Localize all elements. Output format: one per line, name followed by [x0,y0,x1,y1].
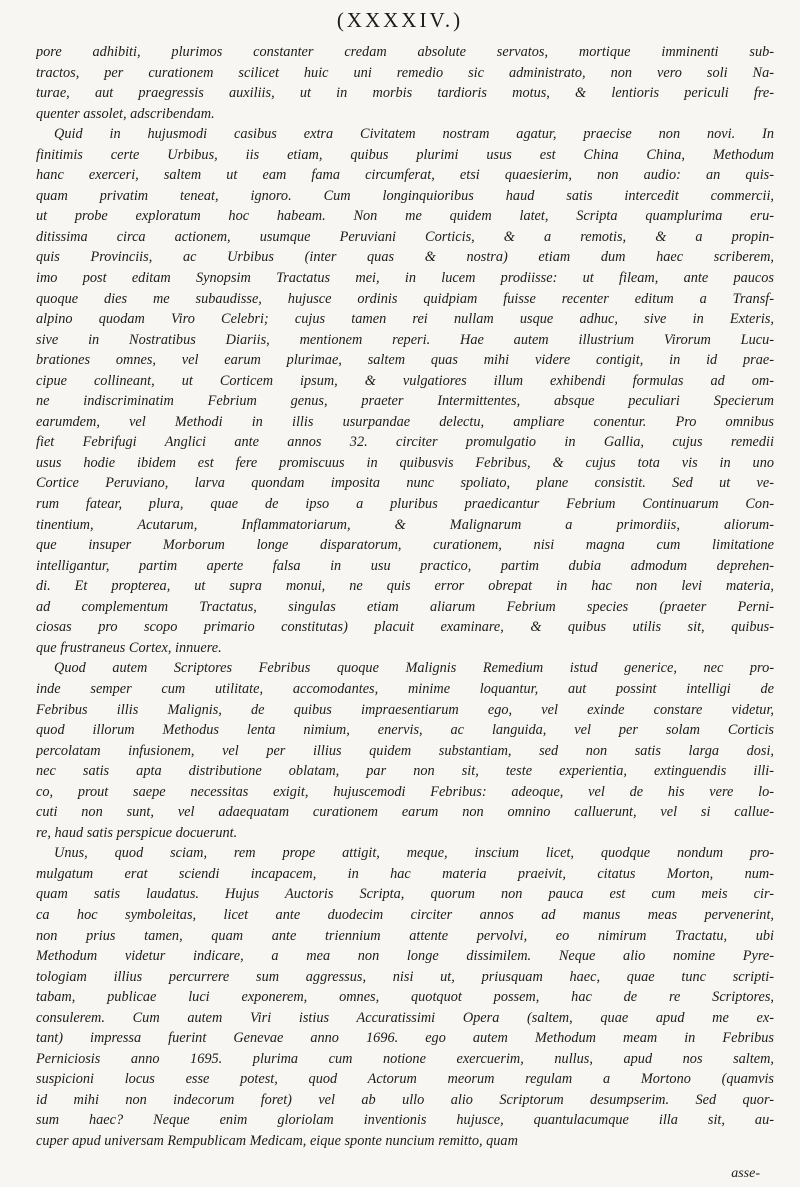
text-line: brationes omnes, vel earum plurimae, saltem quas mihi videre contigit, in id prae- [36,352,774,369]
text-line: suspicioni locus esse potest, quod Actorum meorum regulam a Mortono (quamvis [36,1071,774,1088]
text-line: ad complementum Tractatus, singulas etiam aliarum Febrium species (praeter Perni- [36,598,774,615]
catchword: asse- [731,1166,760,1181]
text-line: di. Et propterea, ut supra monui, ne quis error obrepat in hac non levi materia, [36,578,774,595]
text-line: Methodum videtur indicare, a mea non longe dissimilem. Neque alio nomine Pyre- [36,948,774,965]
text-line: Febribus illis Malignis, de quibus impraesentiarum ego, vel exinde constare videtur, [36,701,774,718]
text-line: ut probe exploratum hoc habeam. Non me quidem latet, Scripta quamplurima eru- [36,208,774,225]
text-line: fiet Febrifugi Anglici ante annos 32. circiter promulgatio in Gallia, cujus remedii [36,434,774,451]
text-line: sum haec? Neque enim gloriolam inventionis hujusce, quantulacumque illa sit, au- [36,1112,774,1129]
text-line: alpino quodam Viro Celebri; cujus tamen rei nullam usque adhuc, sive in Exteris, [36,311,774,328]
text-line: quam satis laudatus. Hujus Auctoris Scripta, quorum non pauca est cum meis cir- [36,886,774,903]
text-line: ciosas pro scopo primario constitutas) placuit examinare, & quibus utilis sit, quibus- [36,619,774,636]
text-line: cuti non sunt, vel adaequatam curationem earum non omnino calluerunt, vel si callue- [36,804,774,821]
text-line: turae, aut praegressis auxiliis, ut in morbis tardioris motus, & lentioris periculi fre- [36,85,774,102]
page-number-header: (XXXXIV.) [336,8,464,32]
text-line: finitimis certe Urbibus, iis etiam, quibus plurimi usus est China China, Methodum [36,146,774,163]
text-line: co, prout saepe necessitas exigit, hujuscemodi Febribus: adeoque, vel de his vere lo- [36,783,774,800]
text-line: re, haud satis perspicue docuerunt. [36,824,238,841]
text-line: quis Provinciis, ac Urbibus (inter quas & nostra) etiam dum haec scriberem, [36,249,774,266]
text-line: inde semper cum utilitate, accomodantes, minime loquantur, aut possint intelligi de [36,680,774,697]
text-line: rum fatear, plura, quae de ipso a pluribus praedicantur Febrium Continuarum Con- [36,496,774,513]
text-line: intelligantur, partim aperte falsa in usu practico, partim dubia admodum deprehen- [36,557,774,574]
text-line: imo post editam Synopsim Tractatus mei, in lucem prodiisse: ut fileam, ante paucos [36,270,774,287]
text-line: hanc exerceri, saltem ut eam fama circumferat, etsi quaesierim, non audio: an quis- [36,167,774,184]
text-line: usus hodie ibidem est fere promiscuus in quibusvis Febribus, & cujus tota vis in uno [36,454,774,471]
text-line: cipue collineant, ut Corticem ipsum, & vulgatiores illum exhibendi formulas ad om- [36,372,774,389]
text-line: Perniciosis anno 1695. plurima cum notione exercuerim, nullus, apud nos saltem, [36,1050,774,1067]
text-line: earumdem, vel Methodi in illis usurpandae delectu, ampliare conentur. Pro omnibus [36,413,774,430]
text-line: ca hoc symboleitas, licet ante duodecim circiter annos ad manus meas pervenerint, [36,906,774,923]
text-line: tologiam illius percurrere sum aggressus, nisi ut, priusquam haec, quae tunc scripti- [36,968,774,985]
text-line: que frustraneus Cortex, innuere. [36,639,222,656]
text-line: tractos, per curationem scilicet huic uni remedio sic administrato, non vero soli Na- [36,64,774,81]
text-line: id mihi non indecorum foret) vel ab ullo alio Scriptorum desumpserim. Sed quor- [36,1091,774,1108]
text-line: percolatam infusionem, vel per illius quidem substantiam, sed non satis larga dosi, [36,742,774,759]
text-line: sive in Nostratibus Diariis, mentionem reperi. Hae autem illustrium Virorum Lucu- [36,331,774,348]
text-line: quoque dies me subaudisse, hujusce ordinis quidpiam fuisse recenter editum a Transf- [36,290,774,307]
text-line: quod illorum Methodus lenta nimium, enervis, ac languida, vel per solam Corticis [36,722,774,739]
text-line: consulerem. Cum autem Viri istius Accuratissimi Opera (saltem, quae apud me ex- [36,1009,774,1026]
text-line: tinentium, Acutarum, Inflammatoriarum, & Malignarum a primordiis, aliorum- [36,516,774,533]
text-line: non prius tamen, quam ante triennium attente pervolvi, eo nimirum Tractatu, ubi [36,927,774,944]
text-line: ditissima circa actionem, usumque Peruviani Corticis, & a remotis, & a propin- [36,228,774,245]
text-line: quam privatim teneat, ignoro. Cum longinquioribus haud satis intercedit commercii, [36,187,774,204]
text-line: mulgatum erat sciendi incapacem, in hac materia praeivit, citatus Morton, num- [36,865,774,882]
text-line: tant) impressa fuerint Genevae anno 1696. ego autem Methodum meam in Febribus [36,1030,774,1047]
text-line: quenter assolet, adscribendam. [36,105,215,122]
text-line: Cortice Peruviano, larva quondam imposita nunc spoliato, plane consistit. Sed ut ve- [36,475,774,492]
text-line: que insuper Morborum longe disparatorum, curationem, nisi magna cum limitatione [36,537,774,554]
text-line: Unus, quod sciam, rem prope attigit, meque, inscium licet, quodque nondum pro- [54,845,774,862]
text-line: nec satis apta distributione oblatam, par non sit, teste experientia, extinguendis illi- [36,763,774,780]
text-line: Quod autem Scriptores Febribus quoque Malignis Remedium istud generice, nec pro- [54,660,774,677]
text-line: pore adhibiti, plurimos constanter credam absolute servatos, mortique imminenti sub- [36,44,774,60]
text-line: cuper apud universam Rempublicam Medicam, eique sponte nuncium remitto, quam [36,1132,518,1149]
page-body [36,42,774,1152]
text-line: ne indiscriminatim Febrium genus, praeter Intermittentes, absque peculiari Specierum [36,393,774,410]
text-line: tabam, publicae luci exponerem, omnes, quotquot possem, hac de re Scriptores, [36,989,774,1006]
text-line: Quid in hujusmodi casibus extra Civitatem nostram agatur, praecise non novi. In [54,126,774,143]
